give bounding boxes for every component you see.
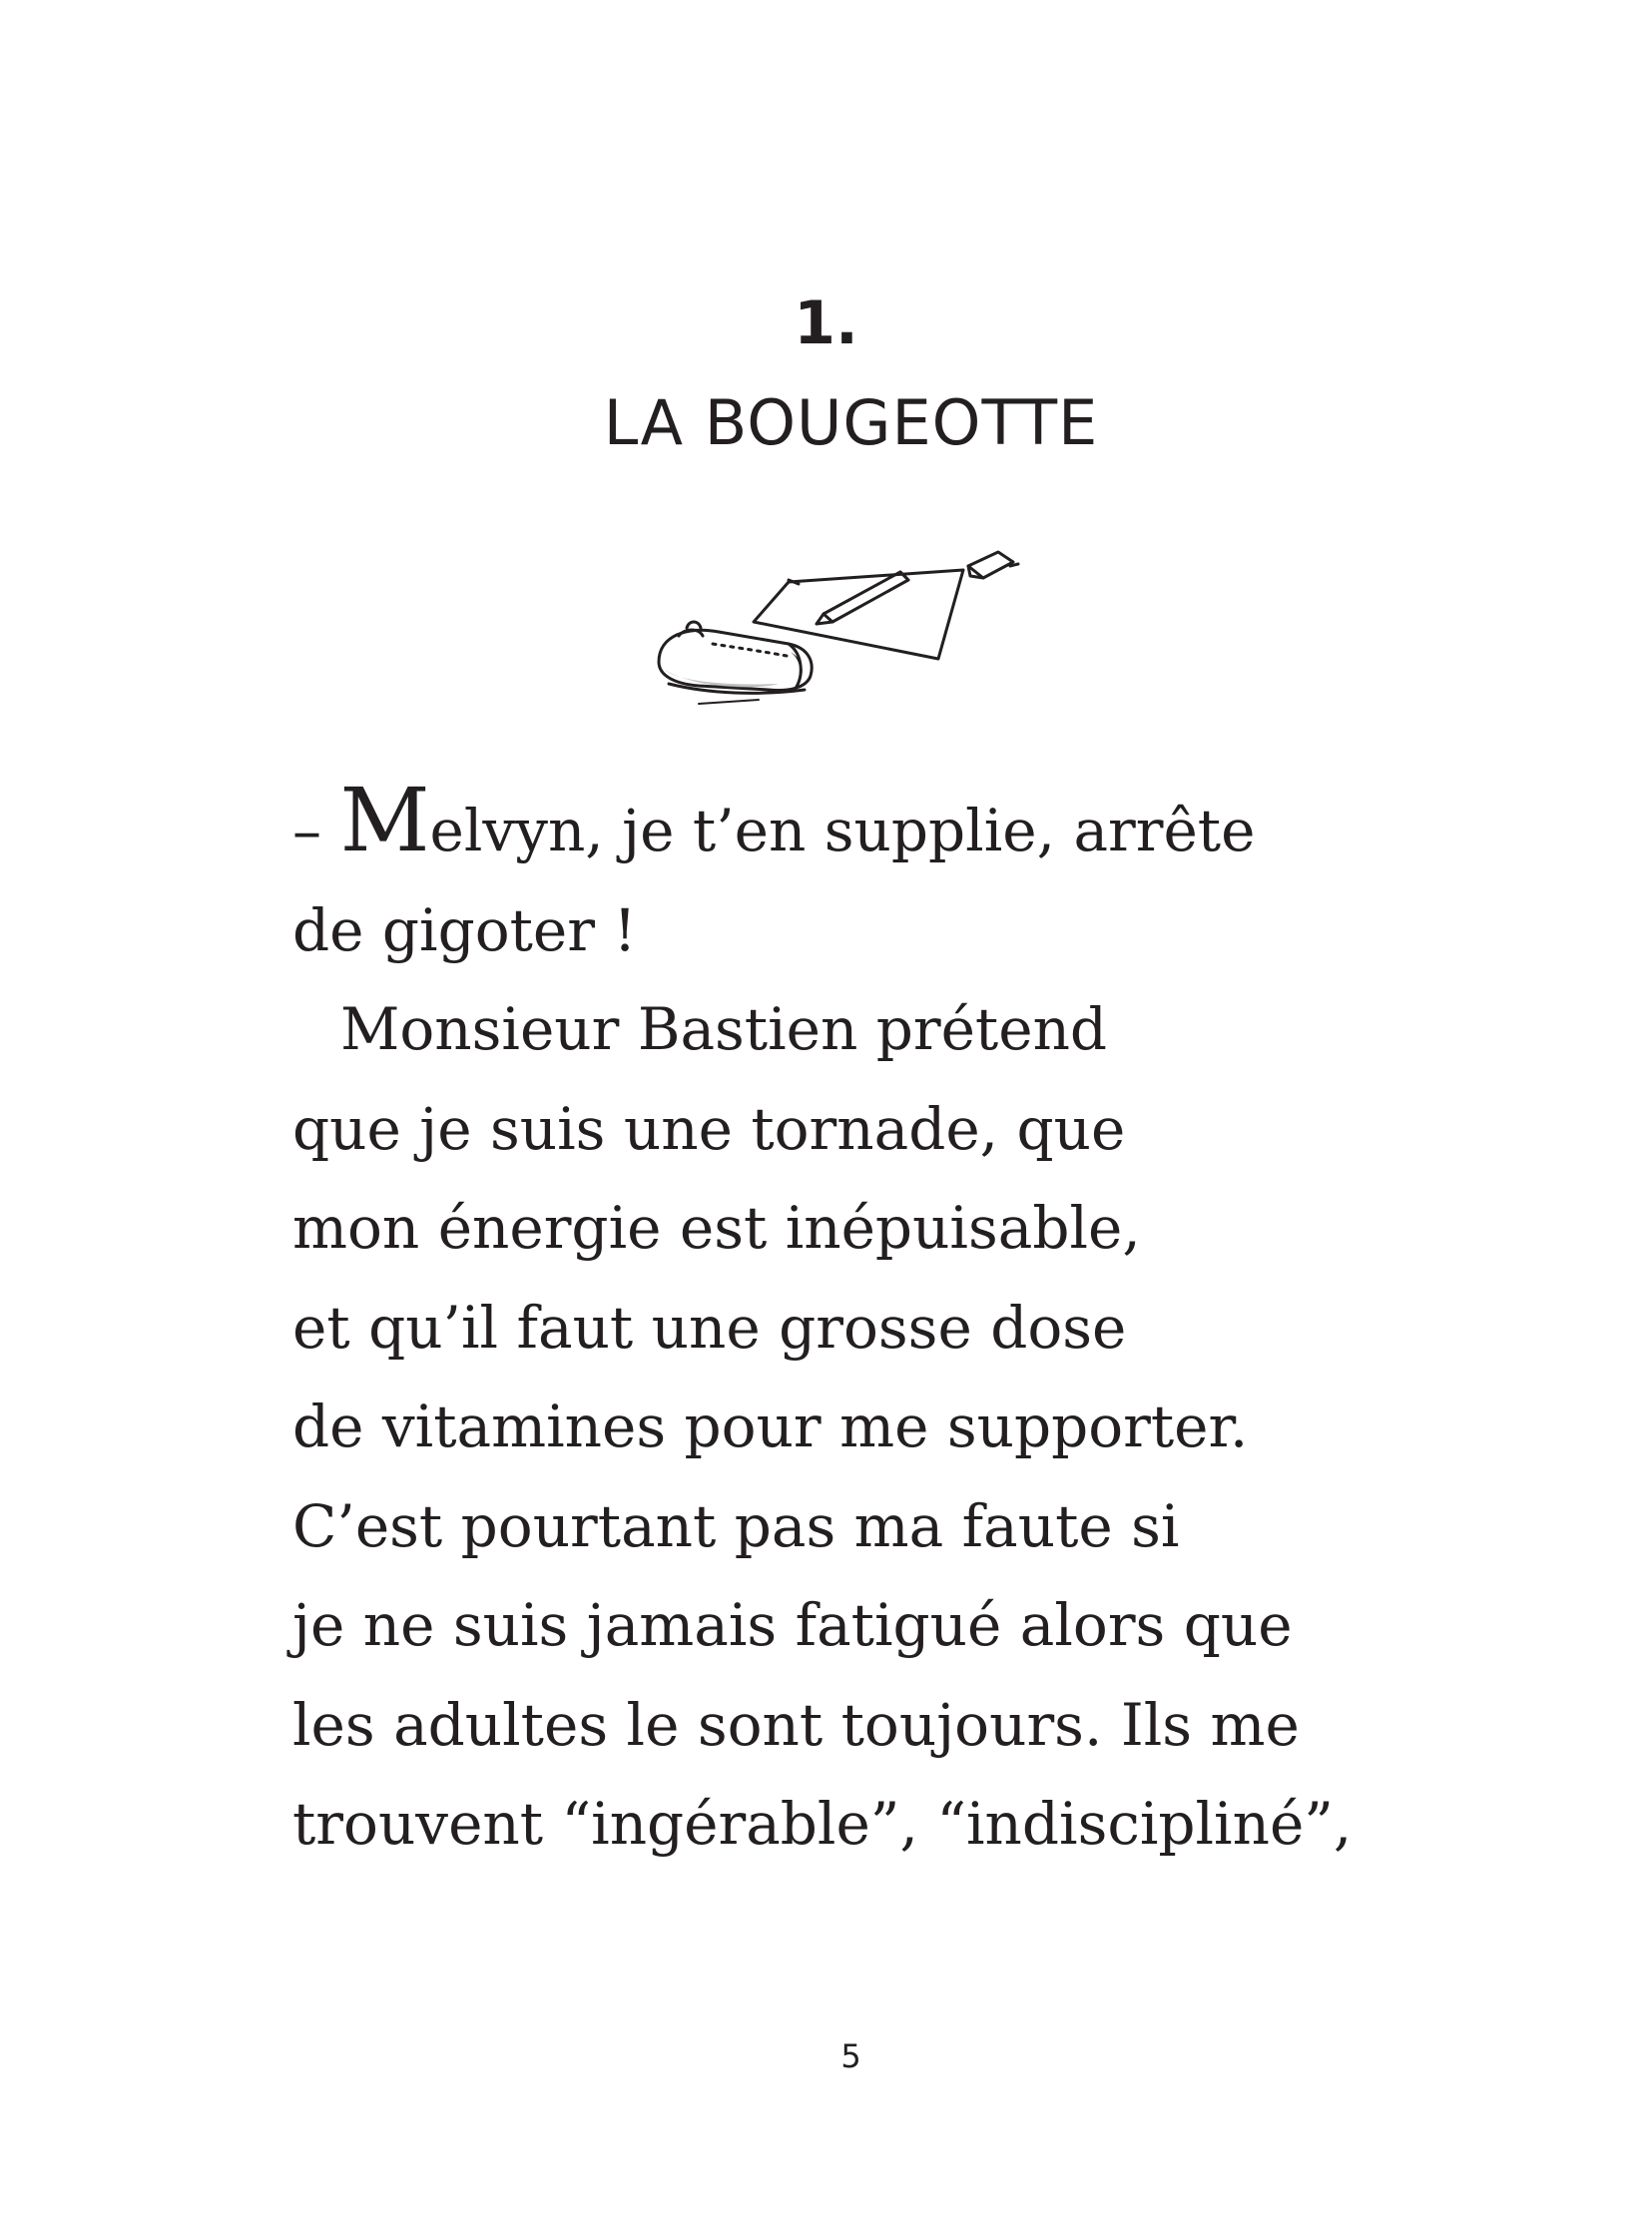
body-line-5: mon énergie est inépuisable, (292, 1194, 1141, 1262)
body-line-2: de gigoter ! (292, 895, 637, 964)
chapter-number: 1. (794, 288, 858, 358)
body-line-11: trouvent “ingérable”, “indiscipliné”, (292, 1790, 1353, 1858)
chapter-title: LA BOUGEOTTE (603, 386, 1099, 459)
body-line-8: C’est pourtant pas ma faute si (292, 1491, 1180, 1560)
body-line-1-rest: elvyn, je t’en supplie, arrête (429, 797, 1256, 864)
pencil-case-illustration-icon (639, 544, 1058, 719)
body-line-7: de vitamines pour me supporter. (292, 1393, 1249, 1460)
body-line-9: je ne suis jamais fatigué alors que (292, 1591, 1293, 1659)
page-number: 5 (840, 2037, 861, 2075)
body-line-4: que je suis une tornade, que (292, 1094, 1126, 1163)
drop-cap: M (339, 769, 430, 871)
dialogue-dash: – (292, 797, 340, 864)
body-line-3: Monsieur Bastien prétend (340, 995, 1108, 1063)
body-text (292, 769, 1490, 1875)
body-line-1 (292, 769, 1490, 881)
body-line-6: et qu’il faut une grosse dose (292, 1293, 1127, 1362)
body-line-10: les adultes le sont toujours. Ils me (292, 1690, 1300, 1759)
